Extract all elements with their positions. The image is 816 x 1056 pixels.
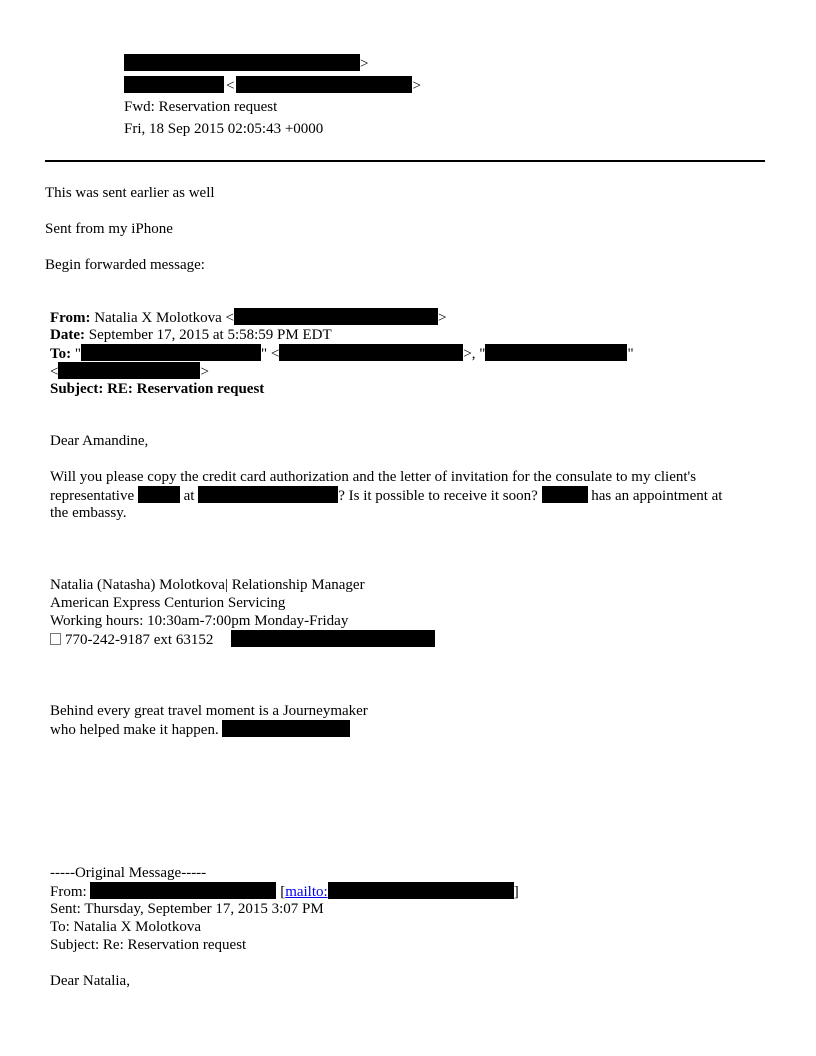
redaction bbox=[138, 486, 180, 503]
text: representative bbox=[50, 488, 135, 504]
fwd-to-row-2 bbox=[50, 362, 209, 381]
original-greeting: Dear Natalia, bbox=[50, 973, 130, 989]
text: at bbox=[183, 488, 195, 504]
header-subject-value: Fwd: Reservation request bbox=[124, 99, 278, 115]
header-to-mid: < bbox=[226, 78, 235, 94]
fwd-subject-value: RE: Reservation request bbox=[107, 381, 265, 397]
phone-icon bbox=[50, 633, 61, 645]
body-p1-line3: the embassy. bbox=[50, 505, 127, 521]
redaction bbox=[58, 362, 200, 379]
intro-line-3: Begin forwarded message: bbox=[45, 257, 205, 273]
body-greeting: Dear Amandine, bbox=[50, 433, 149, 449]
signature-phone-row bbox=[50, 630, 435, 649]
fwd-from-label: From: bbox=[50, 310, 91, 326]
fwd-subject-row bbox=[50, 380, 264, 398]
signature-tagline-2: who helped make it happen. bbox=[50, 722, 219, 738]
redaction bbox=[234, 308, 438, 325]
redaction bbox=[124, 76, 224, 93]
original-subject: Subject: Re: Reservation request bbox=[50, 937, 247, 953]
header-from-suffix: > bbox=[360, 56, 369, 72]
redaction bbox=[124, 54, 360, 71]
redaction bbox=[198, 486, 338, 503]
mailto-link[interactable]: mailto: bbox=[285, 884, 328, 900]
redaction bbox=[485, 344, 627, 361]
header-divider bbox=[45, 160, 765, 162]
fwd-to-label: To: bbox=[50, 346, 72, 362]
signature-line-1: Natalia (Natasha) Molotkova| Relationship Manager bbox=[50, 577, 365, 593]
original-divider: -----Original Message----- bbox=[50, 865, 207, 881]
redaction bbox=[279, 344, 463, 361]
quote: " < bbox=[261, 346, 280, 362]
signature-phone: 770-242-9187 ext 63152 bbox=[65, 632, 214, 648]
text: ? Is it possible to receive it soon? bbox=[338, 488, 538, 504]
body-p1-line1: Will you please copy the credit card authorization and the letter of invitation for the consulate to my client's bbox=[50, 469, 697, 485]
fwd-date-label: Date: bbox=[50, 327, 85, 343]
original-from-label: From: bbox=[50, 884, 87, 900]
angle-open: < bbox=[50, 364, 59, 380]
redaction bbox=[81, 344, 261, 361]
signature-tagline-1: Behind every great travel moment is a Journeymaker bbox=[50, 703, 368, 719]
quote: " bbox=[627, 346, 634, 362]
fwd-subject-label: Subject: bbox=[50, 381, 104, 397]
text: has an appointment at bbox=[591, 488, 723, 504]
intro-line-2: Sent from my iPhone bbox=[45, 221, 173, 237]
signature-tagline-2-row bbox=[50, 720, 350, 739]
fwd-from-suffix: > bbox=[437, 310, 447, 326]
redaction bbox=[236, 76, 412, 93]
header-to-suffix: > bbox=[412, 78, 421, 94]
bracket-open: [ bbox=[280, 884, 286, 900]
angle-close: > bbox=[200, 364, 209, 380]
original-from-row bbox=[50, 882, 519, 901]
redaction bbox=[542, 486, 588, 503]
fwd-from-value: Natalia X Molotkova < bbox=[94, 310, 234, 326]
fwd-to-row bbox=[50, 344, 634, 363]
original-to: To: Natalia X Molotkova bbox=[50, 919, 202, 935]
fwd-from-row bbox=[50, 308, 446, 327]
redaction bbox=[222, 720, 350, 737]
redaction bbox=[90, 882, 276, 899]
signature-line-2: American Express Centurion Servicing bbox=[50, 595, 286, 611]
redaction bbox=[328, 882, 514, 899]
bracket-close: ] bbox=[513, 884, 519, 900]
fwd-date-value: September 17, 2015 at 5:58:59 PM EDT bbox=[88, 327, 332, 343]
redaction bbox=[231, 630, 435, 647]
original-sent: Sent: Thursday, September 17, 2015 3:07 PM bbox=[50, 901, 324, 917]
quote: >, " bbox=[463, 346, 486, 362]
signature-line-3: Working hours: 10:30am-7:00pm Monday-Friday bbox=[50, 613, 349, 629]
intro-line-1: This was sent earlier as well bbox=[45, 185, 215, 201]
quote: " bbox=[74, 346, 81, 362]
body-p1-line2 bbox=[50, 486, 722, 505]
fwd-date-row bbox=[50, 326, 332, 344]
header-date-value: Fri, 18 Sep 2015 02:05:43 +0000 bbox=[124, 121, 324, 137]
